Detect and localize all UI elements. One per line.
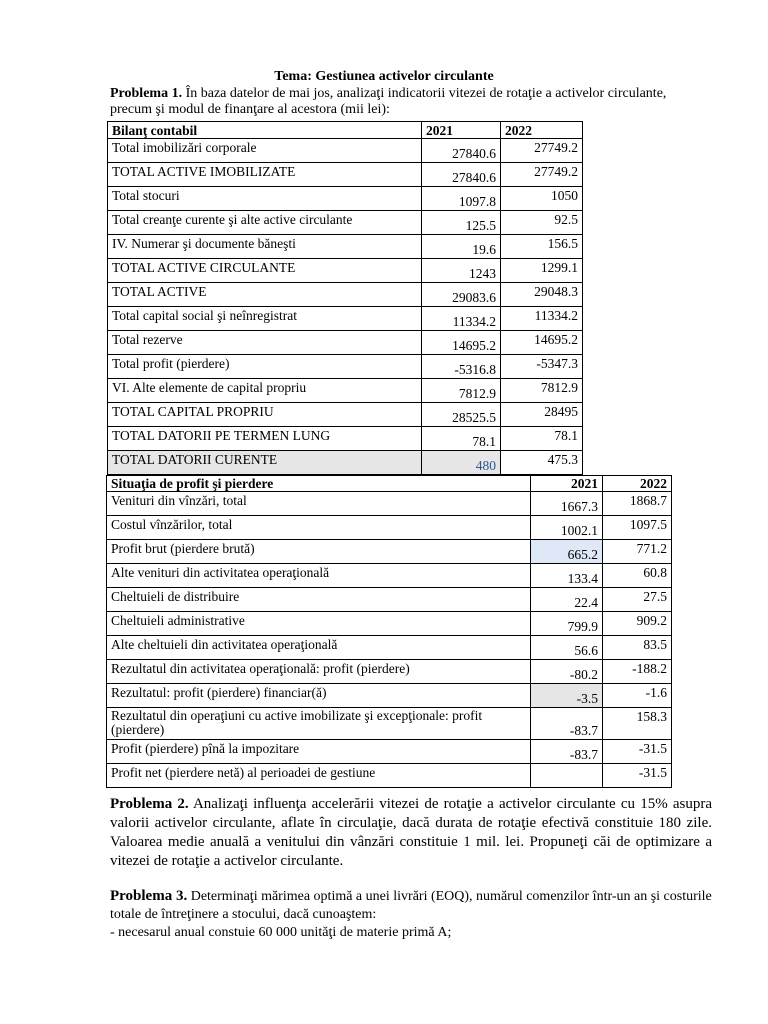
table-row: [108, 211, 583, 235]
table-row: [108, 403, 583, 427]
value-2021: -80.2: [531, 660, 603, 684]
value-2022: -188.2: [603, 660, 672, 684]
row-label: Profit (pierdere) pînă la impozitare: [107, 740, 531, 764]
profit-loss-table: [106, 475, 672, 788]
value-2022: 27749.2: [501, 139, 583, 163]
value-2021: 27840.6: [422, 139, 501, 163]
table-row: [108, 259, 583, 283]
value-2022: 1050: [501, 187, 583, 211]
value-2022: 158.3: [603, 708, 672, 740]
row-label: TOTAL ACTIVE CIRCULANTE: [108, 259, 422, 283]
row-label: Cheltuieli administrative: [107, 612, 531, 636]
value-2021: 14695.2: [422, 331, 501, 355]
table-row: [107, 636, 672, 660]
problem2-paragraph: [110, 795, 712, 871]
table-row: [107, 764, 672, 788]
row-label: Total profit (pierdere): [108, 355, 422, 379]
row-label: VI. Alte elemente de capital propriu: [108, 379, 422, 403]
row-label: Cheltuieli de distribuire: [107, 588, 531, 612]
row-label: Costul vînzărilor, total: [107, 516, 531, 540]
pnl-header-2021: 2021: [531, 476, 603, 492]
table-row: [107, 684, 672, 708]
value-2022: 1868.7: [603, 492, 672, 516]
value-2021: 125.5: [422, 211, 501, 235]
table-row: [107, 612, 672, 636]
balance-header-label: Bilanţ contabil: [108, 122, 422, 139]
table-row: [108, 379, 583, 403]
value-2022: 771.2: [603, 540, 672, 564]
table-row: [107, 708, 672, 740]
table-row: [108, 163, 583, 187]
table-row: [108, 139, 583, 163]
value-2021: 7812.9: [422, 379, 501, 403]
problem3-line1: - necesarul anual constuie 60 000 unităţi de materie primă A;: [110, 925, 452, 940]
value-2021: 27840.6: [422, 163, 501, 187]
row-label: Rezultatul din activitatea operaţională: profit (pierdere): [107, 660, 531, 684]
pnl-header-2022: 2022: [603, 476, 672, 492]
row-label: TOTAL ACTIVE: [108, 283, 422, 307]
table-row: [107, 516, 672, 540]
value-2021: 1243: [422, 259, 501, 283]
table-row: [108, 427, 583, 451]
value-2021: 78.1: [422, 427, 501, 451]
balance-sheet-table: [107, 121, 583, 475]
row-label: Total imobilizări corporale: [108, 139, 422, 163]
value-2022: -5347.3: [501, 355, 583, 379]
table-row: [108, 331, 583, 355]
value-2022: 1097.5: [603, 516, 672, 540]
value-2021: 799.9: [531, 612, 603, 636]
problem1-text: În baza datelor de mai jos, analizaţi indicatorii vitezei de rotaţie a activelor circulante, precum şi modul de finanţare al acestora (mii lei):: [110, 86, 667, 117]
row-label: Venituri din vînzări, total: [107, 492, 531, 516]
value-2022: -31.5: [603, 764, 672, 788]
problem1-label: Problema 1.: [110, 86, 183, 101]
row-label: Total stocuri: [108, 187, 422, 211]
value-2022: 28495: [501, 403, 583, 427]
value-2022: 60.8: [603, 564, 672, 588]
row-label: Rezultatul: profit (pierdere) financiar(ă): [107, 684, 531, 708]
value-2021: -83.7: [531, 740, 603, 764]
row-label: TOTAL CAPITAL PROPRIU: [108, 403, 422, 427]
page-title: Tema: Gestiunea activelor circulante: [274, 69, 494, 84]
value-2021: 29083.6: [422, 283, 501, 307]
row-label: Profit brut (pierdere brută): [107, 540, 531, 564]
value-2021: 22.4: [531, 588, 603, 612]
value-2022: 83.5: [603, 636, 672, 660]
value-2022: 11334.2: [501, 307, 583, 331]
value-2022: 475.3: [501, 451, 583, 475]
value-2021-highlighted: -3.5: [531, 684, 603, 708]
table-row: [107, 540, 672, 564]
problem1-paragraph: [110, 86, 710, 118]
table-row: [107, 492, 672, 516]
pnl-header-row: [107, 476, 672, 492]
row-label: Total rezerve: [108, 331, 422, 355]
value-2022: 27.5: [603, 588, 672, 612]
value-2022: 78.1: [501, 427, 583, 451]
value-2021: 28525.5: [422, 403, 501, 427]
value-2022: -1.6: [603, 684, 672, 708]
value-2021: -5316.8: [422, 355, 501, 379]
value-2022: 909.2: [603, 612, 672, 636]
value-2021-highlighted: 665.2: [531, 540, 603, 564]
value-2021: 11334.2: [422, 307, 501, 331]
row-label: TOTAL ACTIVE IMOBILIZATE: [108, 163, 422, 187]
value-2022: 27749.2: [501, 163, 583, 187]
table-row: [108, 235, 583, 259]
problem3-label: Problema 3.: [110, 888, 188, 904]
table-row: [107, 740, 672, 764]
row-label: Alte cheltuieli din activitatea operaţională: [107, 636, 531, 660]
table-row: [108, 451, 583, 475]
value-2021: 19.6: [422, 235, 501, 259]
table-row: [107, 588, 672, 612]
row-label: Total creanţe curente şi alte active circulante: [108, 211, 422, 235]
value-2021: 1097.8: [422, 187, 501, 211]
problem2-text: Analizaţi influenţa accelerării vitezei de rotaţie a activelor circulante cu 15% asupra valorii activelor circulante, aflate în circulaţie, dacă durata de rotaţie efectivă constituie 180 zile. Valoarea medie anuală a venitului din vânzări constituie 1 mil. lei. Propuneţi căi de optimizare a vitezei de rotaţie a activelor circulante.: [110, 796, 713, 869]
problem3-paragraph: [110, 887, 712, 942]
table-row: [108, 307, 583, 331]
value-2021: [531, 764, 603, 788]
value-2022: 29048.3: [501, 283, 583, 307]
row-label: Alte venituri din activitatea operaţională: [107, 564, 531, 588]
value-2022: 92.5: [501, 211, 583, 235]
row-label: Profit net (pierdere netă) al perioadei de gestiune: [107, 764, 531, 788]
row-label: Rezultatul din operaţiuni cu active imobilizate şi excepţionale: profit (pierdere): [107, 708, 531, 740]
problem3-text: Determinaţi mărimea optimă a unei livrări (EOQ), numărul comenzilor într-un an şi costurile totale de întreţinere a stocului, dacă cunoaştem:: [110, 889, 712, 922]
value-2022: 1299.1: [501, 259, 583, 283]
table-row: [107, 564, 672, 588]
table-row: [108, 283, 583, 307]
pnl-header-label: Situaţia de profit şi pierdere: [107, 476, 531, 492]
balance-header-row: [108, 122, 583, 139]
table-row: [108, 187, 583, 211]
table-row: [107, 660, 672, 684]
row-label: TOTAL DATORII CURENTE: [108, 451, 422, 475]
value-2021-highlighted: 480: [422, 451, 501, 475]
value-2021: 133.4: [531, 564, 603, 588]
value-2022: 156.5: [501, 235, 583, 259]
value-2021: 1002.1: [531, 516, 603, 540]
row-label: IV. Numerar şi documente băneşti: [108, 235, 422, 259]
table-row: [108, 355, 583, 379]
problem2-label: Problema 2.: [110, 796, 189, 812]
value-2022: -31.5: [603, 740, 672, 764]
value-2021: 1667.3: [531, 492, 603, 516]
value-2021: 56.6: [531, 636, 603, 660]
value-2021: -83.7: [531, 708, 603, 740]
balance-header-2021: 2021: [422, 122, 501, 139]
row-label: TOTAL DATORII PE TERMEN LUNG: [108, 427, 422, 451]
value-2022: 7812.9: [501, 379, 583, 403]
balance-header-2022: 2022: [501, 122, 583, 139]
row-label: Total capital social şi neînregistrat: [108, 307, 422, 331]
value-2022: 14695.2: [501, 331, 583, 355]
